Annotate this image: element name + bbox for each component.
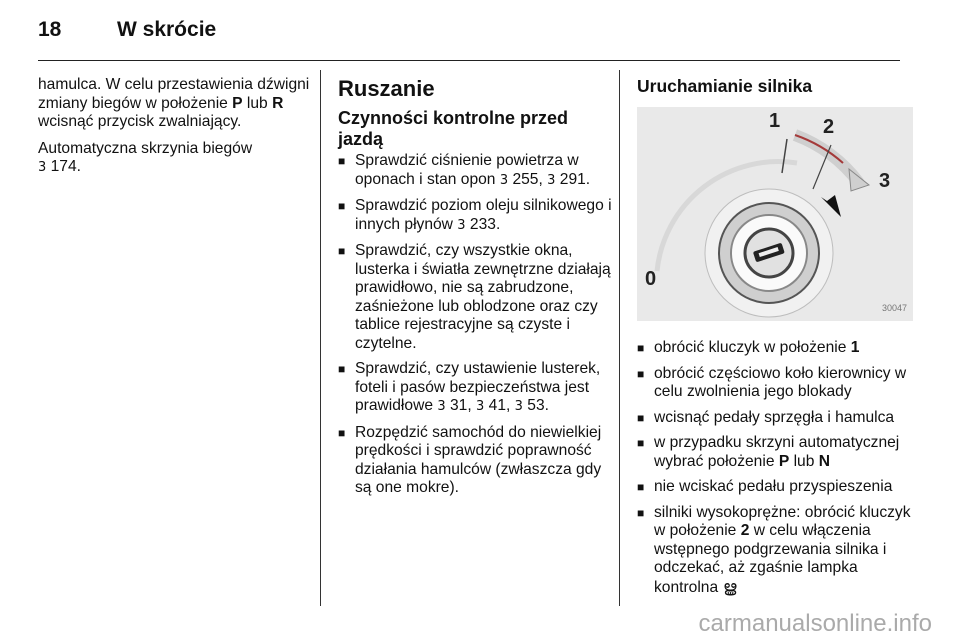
checklist-item xyxy=(338,424,614,498)
checklist-text: Sprawdzić ciśnienie powietrza w oponach i stan opon xyxy=(355,152,579,188)
engine-start-steps xyxy=(637,339,913,597)
step-text: w celu włączenia wstępnego podgrzewania silnika i odczekać, aż zgaśnie lampka kontrolna xyxy=(654,522,887,596)
page-ref-icon: 3 xyxy=(38,160,47,175)
bullet-icon: ■ xyxy=(637,505,645,520)
checklist-item xyxy=(338,360,614,417)
paragraph-auto-gearbox: Automatyczna skrzynia biegów 3 174. xyxy=(38,139,253,175)
page-ref-icon: 3 xyxy=(476,399,485,414)
header-rule xyxy=(38,60,900,61)
page-ref-icon: 3 xyxy=(514,399,523,414)
bullet-icon: ■ xyxy=(637,410,645,425)
section-heading: Uruchamianie silnika xyxy=(637,76,813,96)
step-text: silniki wysokoprężne: obrócić kluczyk w położenie xyxy=(654,503,911,539)
bold-value: 1 xyxy=(850,339,860,356)
ignition-diagram xyxy=(637,107,913,321)
label-position-3: 3 xyxy=(879,170,891,192)
checklist-item xyxy=(338,242,614,353)
column-divider-2 xyxy=(619,70,620,606)
page-ref-link[interactable]: 41, xyxy=(488,397,511,414)
bold-value: 2 xyxy=(740,522,750,539)
page-ref-link[interactable]: 53. xyxy=(527,397,549,414)
step-text: w przypadku skrzyni automatycznej wybrać położenie xyxy=(654,434,900,470)
figure-id: 30047 xyxy=(881,302,907,313)
start-step xyxy=(637,365,913,402)
bullet-icon: ■ xyxy=(338,425,346,440)
bullet-icon: ■ xyxy=(338,154,346,168)
bullet-icon: ■ xyxy=(338,199,346,213)
bullet-icon: ■ xyxy=(637,341,645,355)
label-position-0: 0 xyxy=(645,268,657,290)
start-step xyxy=(637,434,913,471)
page-ref-icon: 3 xyxy=(437,399,446,414)
checklist-text: Sprawdzić, czy ustawienie lusterek, foteli i pasów bezpieczeństwa jest prawidłowe xyxy=(355,360,601,414)
section-heading: Ruszanie xyxy=(338,76,435,101)
page-ref-link[interactable]: 174. xyxy=(50,158,81,175)
subsection-heading: Czynności kontrolne przed jazdą xyxy=(338,108,569,149)
step-text: wcisnąć pedały sprzęgła i hamulca xyxy=(654,408,895,426)
page-ref-icon: 3 xyxy=(547,172,556,188)
bold-value: P xyxy=(778,452,790,470)
start-step xyxy=(637,478,913,497)
bullet-icon: ■ xyxy=(637,366,645,381)
start-step xyxy=(637,409,913,428)
column-divider-1 xyxy=(320,70,321,606)
paragraph-shift-lever: hamulca. W celu przestawienia dźwigni zmiany biegów w położenie P lub R wcisnąć przycisk zwalniający. xyxy=(38,76,310,130)
page-ref-link[interactable]: 255, xyxy=(512,170,543,188)
page-ref-link[interactable]: 291. xyxy=(559,170,591,188)
rotation-arrow-icon xyxy=(821,195,841,217)
step-text: nie wciskać pedału przyspieszenia xyxy=(654,478,893,495)
page-ref-link[interactable]: 31, xyxy=(449,397,472,414)
pre-drive-checklist xyxy=(338,152,614,498)
column-3 xyxy=(637,76,913,604)
label-position-2: 2 xyxy=(823,116,835,138)
start-step xyxy=(637,504,913,598)
watermark: carmanualsonline.info xyxy=(698,610,932,637)
checklist-text: Sprawdzić, czy wszystkie okna, lusterka i światła zewnętrzne działają prawidłowo, nie są zabrudzone, zaśnieżone lub oblodzone oraz czy tablice rejestracyjne są czyste i czytelne. xyxy=(355,242,611,352)
step-text: obrócić częściowo koło kierownicy w celu zwolnienia jego blokady xyxy=(654,364,907,400)
page-number: 18 xyxy=(38,18,62,41)
bullet-icon: ■ xyxy=(637,480,645,494)
chapter-title: W skrócie xyxy=(117,18,217,41)
checklist-item xyxy=(338,197,614,235)
tick-1 xyxy=(782,139,787,173)
step-text: obrócić kluczyk w położenie xyxy=(654,339,851,356)
bold-value: N xyxy=(818,452,830,470)
bullet-icon: ■ xyxy=(338,362,346,376)
checklist-text: Sprawdzić poziom oleju silnikowego i innych płynów xyxy=(355,197,612,233)
column-2 xyxy=(338,76,614,505)
glow-plug-icon: ൠ xyxy=(718,577,737,596)
page-ref-icon: 3 xyxy=(499,172,509,188)
start-step xyxy=(637,339,913,358)
checklist-item xyxy=(338,152,614,190)
label-position-1: 1 xyxy=(769,110,781,132)
bullet-icon: ■ xyxy=(338,244,346,258)
page-header xyxy=(0,0,960,60)
arc-arrowhead xyxy=(849,169,869,191)
bullet-icon: ■ xyxy=(637,436,645,450)
page-ref-icon: 3 xyxy=(457,217,466,233)
step-text: lub xyxy=(789,452,819,470)
checklist-text: Rozpędzić samochód do niewielkiej prędkości i sprawdzić poprawność działania hamulców (zwłaszcza gdy są one mokre). xyxy=(355,423,602,496)
page-ref-link[interactable]: 233. xyxy=(469,215,501,233)
ignition-figure xyxy=(637,107,913,321)
column-1 xyxy=(38,76,314,186)
